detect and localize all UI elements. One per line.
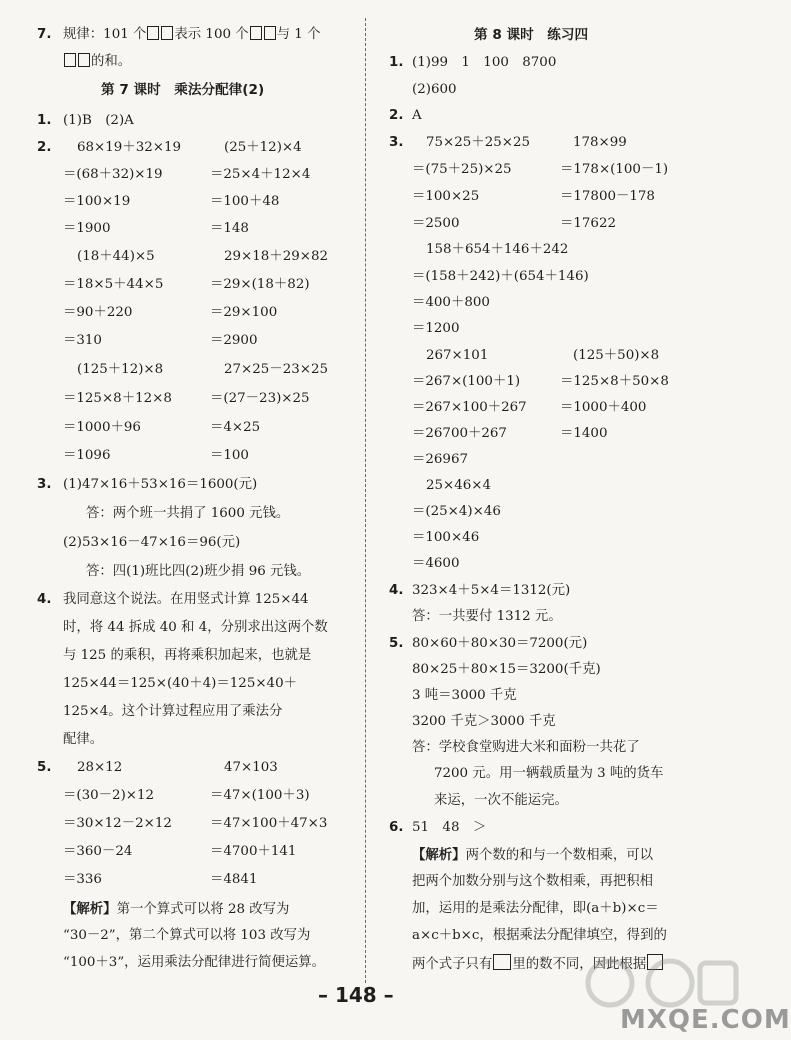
q2f-line: ＝100 <box>210 448 249 463</box>
r-q5-line: 3 吨＝3000 千克 <box>412 688 517 703</box>
r-q3c-line: ＝1200 <box>412 321 460 336</box>
q7-line-1: 规律：101 个 表示 100 个 与 1 个 <box>63 27 321 42</box>
q5a-line: ＝30×12－2×12 <box>63 816 172 831</box>
r-q5-line: 80×60＋80×30＝7200(元) <box>412 636 588 651</box>
r-q3c-line: ＝(158＋242)＋(654＋146) <box>412 269 589 284</box>
r-q5-line: 80×25＋80×15＝3200(千克) <box>412 662 601 677</box>
r-q3d-line: 267×101 <box>426 348 489 363</box>
q2e-line: ＝125×8＋12×8 <box>63 391 172 406</box>
q5b-line: ＝47×100＋47×3 <box>210 816 328 831</box>
answer-box <box>147 26 159 40</box>
q2f-line: 27×25－23×25 <box>224 362 328 377</box>
answer-box <box>264 26 276 40</box>
r-q5-line: 3200 千克＞3000 千克 <box>412 714 556 729</box>
r-q5-line: 7200 元。用一辆载质量为 3 吨的货车 <box>434 766 664 781</box>
r-q3d-line: ＝267×100＋267 <box>412 400 527 415</box>
section-title-7: 第 7 课时 乘法分配律(2) <box>101 82 265 98</box>
q4-line: 与 125 的乘积，再将乘积加起来，也就是 <box>63 648 312 663</box>
answer-box <box>493 954 511 970</box>
r-q5-line: 来运，一次不能运完。 <box>434 793 568 808</box>
analysis-tag: 【解析】 <box>412 847 466 863</box>
q5a-line: ＝360－24 <box>63 844 133 859</box>
r-q6-line: 51 48 ＞ <box>412 820 487 835</box>
q5-analysis-line: “30－2”，第二个算式可以将 103 改写为 <box>63 928 311 943</box>
q2d-line: ＝29×(18＋82) <box>210 277 310 292</box>
q1-answer: (1)B (2)A <box>63 113 134 128</box>
r-q3b-line: 178×99 <box>573 135 627 150</box>
r-q3d-line: ＝26967 <box>412 452 468 467</box>
q5b-line: ＝47×(100＋3) <box>210 788 310 803</box>
r-q3f-line: ＝4600 <box>412 556 460 571</box>
r-q3a-line: ＝100×25 <box>412 189 480 204</box>
r-q3e-line: ＝1400 <box>560 426 608 441</box>
q7-line-2: 的和。 <box>63 53 131 71</box>
r-q6-analysis-line: 【解析】两个数的和与一个数相乘，可以 <box>412 847 654 863</box>
q2b-line: ＝25×4＋12×4 <box>210 167 311 182</box>
analysis-tag: 【解析】 <box>63 901 117 917</box>
q7-number: 7. <box>37 27 52 42</box>
r-q3b-line: ＝17800－178 <box>560 189 655 204</box>
q2-number: 2. <box>37 140 52 155</box>
r-q4-number: 4. <box>389 583 404 598</box>
r-q1-line: (1)99 1 100 8700 <box>412 55 557 70</box>
q3-number: 3. <box>37 477 52 492</box>
q2c-line: ＝18×5＋44×5 <box>63 277 164 292</box>
r-q3e-line: (125＋50)×8 <box>573 348 660 363</box>
q4-line: 配律。 <box>63 732 104 747</box>
q2b-line: ＝148 <box>210 221 249 236</box>
q2d-line: ＝2900 <box>210 333 258 348</box>
q3-line: 答：两个班一共捐了 1600 元钱。 <box>86 506 290 521</box>
q2c-line: ＝310 <box>63 333 102 348</box>
r-q3a-line: ＝(75＋25)×25 <box>412 162 512 177</box>
q2b-line: ＝100＋48 <box>210 194 280 209</box>
q2e-line: (125＋12)×8 <box>77 362 164 377</box>
r-q3f-line: 25×46×4 <box>426 478 492 493</box>
q5-number: 5. <box>37 760 52 775</box>
r-q3-number: 3. <box>389 135 404 150</box>
q5-analysis-line: 【解析】第一个算式可以将 28 改写为 <box>63 901 290 917</box>
r-q3b-line: ＝178×(100－1) <box>560 162 669 177</box>
r-q4-line: 答：一共要付 1312 元。 <box>412 609 562 624</box>
q5b-line: 47×103 <box>224 760 278 775</box>
q3-line: (1)47×16＋53×16＝1600(元) <box>63 477 258 492</box>
r-q3e-line: ＝125×8＋50×8 <box>560 374 669 389</box>
q2c-line: (18＋44)×5 <box>77 249 155 264</box>
q5a-line: ＝336 <box>63 872 102 887</box>
answer-box <box>64 53 76 67</box>
r-q3d-line: ＝267×(100＋1) <box>412 374 521 389</box>
r-q6-analysis-line: 两个式子只有 里的数不同，因此根据 <box>412 954 664 974</box>
q2f-line: ＝(27－23)×25 <box>210 391 310 406</box>
r-q5-number: 5. <box>389 636 404 651</box>
q1-number: 1. <box>37 113 52 128</box>
r-q3c-line: 158＋654＋146＋242 <box>426 242 569 257</box>
q2a-line: 68×19＋32×19 <box>77 140 181 155</box>
q5b-line: ＝4841 <box>210 872 258 887</box>
r-q6-number: 6. <box>389 820 404 835</box>
r-q3e-line: ＝1000＋400 <box>560 400 647 415</box>
q2e-line: ＝1096 <box>63 448 111 463</box>
r-q3a-line: 75×25＋25×25 <box>426 135 530 150</box>
q2d-line: ＝29×100 <box>210 305 278 320</box>
r-q3c-line: ＝400＋800 <box>412 295 490 310</box>
q5a-line: ＝(30－2)×12 <box>63 788 155 803</box>
column-divider <box>365 18 366 983</box>
r-q3f-line: ＝100×46 <box>412 530 480 545</box>
r-q6-analysis-line: 加，运用的是乘法分配律，即(a＋b)×c＝ <box>412 901 659 916</box>
r-q5-line: 答：学校食堂购进大米和面粉一共花了 <box>412 740 640 755</box>
answer-box <box>161 26 173 40</box>
q2a-line: ＝100×19 <box>63 194 131 209</box>
r-q3a-line: ＝2500 <box>412 216 460 231</box>
r-q2-answer: A <box>412 108 422 123</box>
q5-analysis-line: “100＋3”，运用乘法分配律进行简便运算。 <box>63 955 326 970</box>
q2d-line: 29×18＋29×82 <box>224 249 328 264</box>
q4-line: 时，将 44 拆成 40 和 4，分别求出这两个数 <box>63 620 328 635</box>
r-q1-number: 1. <box>389 55 404 70</box>
q2a-line: ＝1900 <box>63 221 111 236</box>
r-q1-line: (2)600 <box>412 82 457 97</box>
q3-line: (2)53×16－47×16＝96(元) <box>63 535 241 550</box>
answer-box <box>78 53 90 67</box>
q4-line: 125×4。这个计算过程应用了乘法分 <box>63 704 283 719</box>
watermark-text: MXQE.COM <box>620 1005 791 1035</box>
r-q3b-line: ＝17622 <box>560 216 616 231</box>
r-q6-analysis-line: a×c＋b×c，根据乘法分配律填空，得到的 <box>412 928 667 943</box>
q2c-line: ＝90＋220 <box>63 305 133 320</box>
q4-number: 4. <box>37 592 52 607</box>
section-title-8: 第 8 课时 练习四 <box>474 27 589 43</box>
q2e-line: ＝1000＋96 <box>63 420 141 435</box>
r-q3d-line: ＝26700＋267 <box>412 426 507 441</box>
page-number: – 148 – <box>318 983 394 1007</box>
r-q2-number: 2. <box>389 108 404 123</box>
answer-box <box>250 26 262 40</box>
q5b-line: ＝4700＋141 <box>210 844 297 859</box>
r-q4-line: 323×4＋5×4＝1312(元) <box>412 583 571 598</box>
q4-line: 我同意这个说法。在用竖式计算 125×44 <box>63 592 309 607</box>
q2b-line: (25＋12)×4 <box>224 140 302 155</box>
r-q6-analysis-line: 把两个加数分别与这个数相乘，再把积相 <box>412 874 654 889</box>
q2f-line: ＝4×25 <box>210 420 261 435</box>
q4-line: 125×44＝125×(40＋4)＝125×40＋ <box>63 676 297 691</box>
q3-line: 答：四(1)班比四(2)班少捐 96 元钱。 <box>86 564 311 579</box>
q2a-line: ＝(68＋32)×19 <box>63 167 163 182</box>
r-q3f-line: ＝(25×4)×46 <box>412 504 501 519</box>
q5a-line: 28×12 <box>77 760 123 775</box>
